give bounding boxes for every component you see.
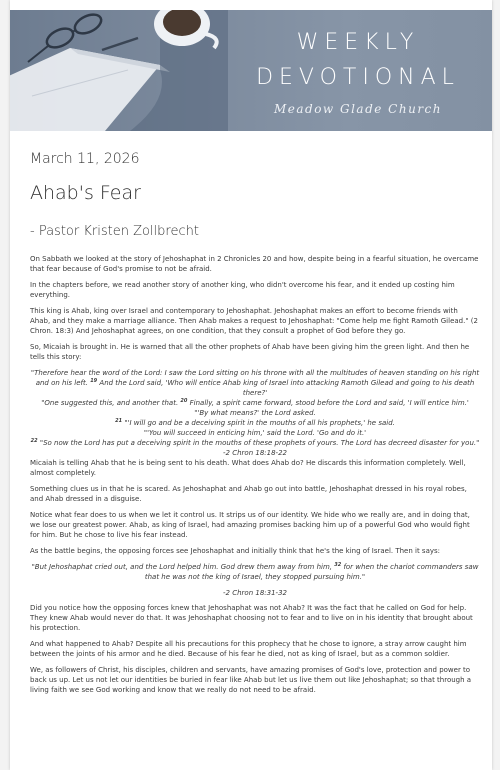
paragraph: Something clues us in that he is scared. As Jehoshaphat and Ahab go out into battle, Jehoshaphat dressed in his royal robes, and Ahab dressed in a disguise.	[30, 485, 467, 503]
verse-number: 19	[90, 378, 98, 384]
scripture-quote	[30, 398, 480, 408]
church-name: Meadow Glade Church	[273, 102, 443, 116]
verse-number: 20	[180, 398, 188, 404]
quote-text: "But Jehoshaphat cried out, and the Lord helped him. God drew them away from him,	[31, 563, 332, 571]
scripture-reference: -2 Chron 18:18-22	[223, 449, 287, 457]
paragraph: So, Micaiah is brought in. He is warned that all the other prophets of Ahab have been giving him the green light. And then he tells this story:	[30, 343, 470, 361]
author-line: - Pastor Kristen Zollbrecht	[30, 224, 199, 239]
scripture-reference: -2 Chron 18:31-32	[223, 589, 287, 597]
paragraph: On Sabbath we looked at the story of Jehoshaphat in 2 Chronicles 20 and how, despite being in a fearful situation, he overcame that fear because of God's promise to not be afraid.	[30, 255, 479, 273]
verse-number: 22	[30, 438, 38, 444]
banner-title-weekly: WEEKLY	[296, 30, 420, 55]
verse-number: 21	[115, 418, 123, 424]
scripture-quote	[30, 368, 480, 398]
page-title: Ahab's Fear	[30, 182, 141, 204]
quote-text: "One suggested this, and another that.	[41, 399, 179, 407]
scripture-quote	[30, 438, 480, 448]
verse-number: 32	[334, 562, 342, 568]
header-banner	[10, 10, 492, 131]
paragraph: We, as followers of Christ, his disciples, children and servants, have amazing promises of God's love, protection and power to back us up. Let us not let our identities be buried in fear like Ahab but let us live them out like Jehoshaphat; so that through a living faith we see God working and know that we really do not need to be afraid.	[30, 666, 472, 694]
paragraph: In the chapters before, we read another story of another king, who didn't overcome his fear, and it ended up costing him everything.	[30, 281, 455, 299]
paragraph: This king is Ahab, king over Israel and contemporary to Jehoshaphat. Jehoshaphat makes an effort to become friends with Ahab, and they make a marriage alliance. Then Ahab makes a request to Jehoshaphat: "Come help me fight Ramoth Gilead." (2 Chron. 18:3) And Jehoshaphat agrees, on one condition, that they consult a prophet of God before they go.	[30, 307, 478, 335]
paragraph: Micaiah is telling Ahab that he is being sent to his death. What does Ahab do? He discards this information completely. Well, almost completely.	[30, 459, 466, 477]
scripture-quote: "'You will succeed in enticing him,' said the Lord. 'Go and do it.'	[143, 429, 367, 437]
quote-text: Finally, a spirit came forward, stood before the Lord and said, 'I will entice him.'	[189, 399, 469, 407]
paragraph: Did you notice how the opposing forces knew that Jehoshaphat was not Ahab? It was the fact that he called on God for help. They knew Ahab would never do that. It was Jehoshaphat choosing not to fear and to live on in his identity that brought about his protection.	[30, 604, 473, 632]
post-date: March 11, 2026	[30, 151, 140, 167]
paragraph: Notice what fear does to us when we let it control us. It strips us of our identity. We hide who we really are, and in doing that, we lose our greatest power. Ahab, as king of Israel, had amazing promises backing him up of a powerful God who would fight for him. But he chose to live his fear instead.	[30, 511, 470, 539]
quote-text: for when the chariot commanders saw that he was not the king of Israel, they stopped pursuing him."	[144, 563, 479, 581]
devotional-page	[10, 0, 492, 770]
scripture-quote: "'By what means?' the Lord asked.	[194, 409, 316, 417]
paragraph: As the battle begins, the opposing forces see Jehoshaphat and initially think that he's the king of Israel. Then it says:	[30, 547, 441, 555]
scripture-quote	[30, 562, 480, 582]
banner-title-devotional: DEVOTIONAL	[256, 65, 460, 90]
scripture-quote	[30, 418, 480, 428]
paragraph: And what happened to Ahab? Despite all his precautions for this prophecy that he chose to ignore, a stray arrow caught him between the joints of his armor and he died. Because of his fear he died, not as king of Israel, but as a common soldier.	[30, 640, 467, 658]
quote-text: "So now the Lord has put a deceiving spirit in the mouths of these prophets of yours. The Lord has decreed disaster for you."	[39, 439, 480, 447]
quote-text: "Therefore hear the word of the Lord: I saw the Lord sitting on his throne with all the multitudes of heaven standing on his right and on his left.	[30, 369, 480, 387]
quote-text: And the Lord said, 'Who will entice Ahab king of Israel into attacking Ramoth Gilead and going to his death there?'	[99, 379, 475, 397]
quote-text: "'I will go and be a deceiving spirit in the mouths of all his prophets,' he said.	[124, 419, 395, 427]
article-body	[30, 254, 480, 701]
